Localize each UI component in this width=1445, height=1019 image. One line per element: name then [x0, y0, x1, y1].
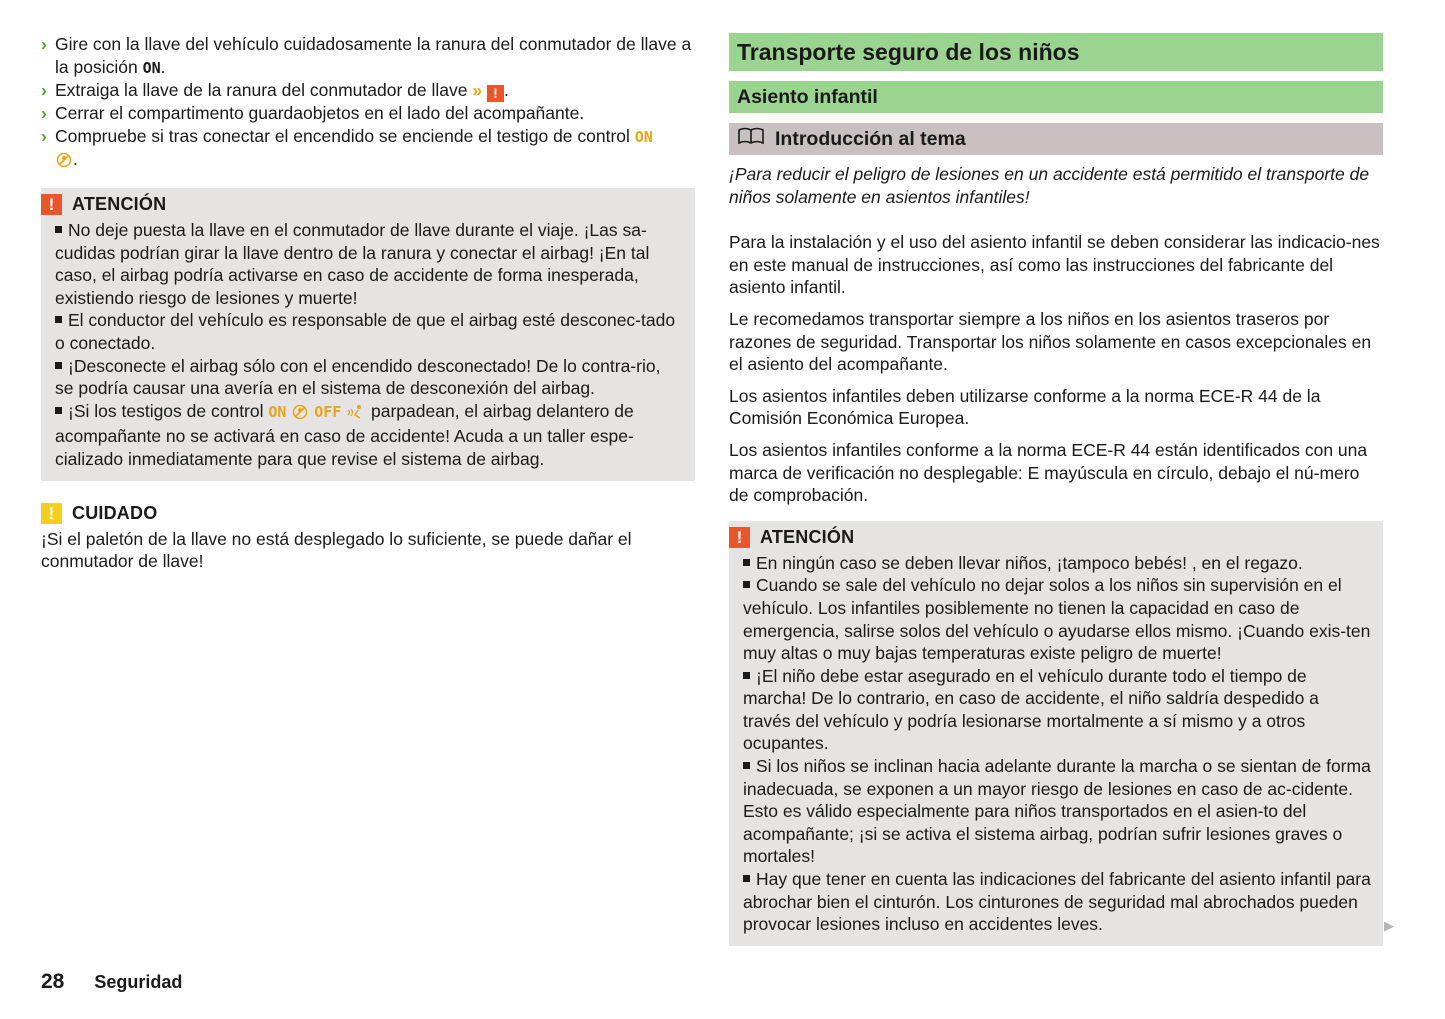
caution-icon: !	[41, 503, 62, 524]
body-paragraph: Para la instalación y el uso del asiento infantil se deben considerar las indicacio-nes en este manual de instrucciones, así como las instrucciones del fabricante del asiento infantil.	[729, 232, 1380, 298]
square-bullet-icon	[743, 875, 750, 882]
section-name: Seguridad	[94, 972, 183, 992]
left-column	[41, 33, 695, 573]
step-item: › Compruebe si tras conectar el encendido se enciende el testigo de control ON .	[41, 125, 695, 174]
subsection-heading: Introducción al tema	[729, 123, 1383, 155]
chevron-right-icon: ›	[41, 125, 47, 146]
square-bullet-icon	[55, 316, 62, 323]
warning-item: Si los niños se inclinan hacia adelante durante la marcha o se sientan de forma inadecuada, se exponen a un mayor riesgo de lesiones en caso de ac-cidente. Esto es válido especialmente para niños transportados en el asien-to del acompañante; ¡si se activa el sistema airbag, podrían sufrir lesiones graves o mortales!	[743, 756, 1371, 867]
page-number: 28	[41, 970, 65, 993]
indicator-on-label: ON	[634, 127, 653, 146]
indicator-on-label: ON	[268, 402, 287, 421]
chapter-heading: Transporte seguro de los niños	[729, 33, 1383, 71]
caution-title: CUIDADO	[72, 502, 158, 523]
warning-item: Hay que tener en cuenta las indicaciones del fabricante del asiento infantil para abrochar bien el cinturón. Los cinturones de seguridad mal abrochados pueden provocar lesiones incluso en accidentes leves.	[743, 869, 1371, 935]
chevron-right-icon: ›	[41, 34, 47, 54]
step-item: › Gire con la llave del vehículo cuidadosamente la ranura del conmutador de llave a la posición ON.	[41, 34, 692, 77]
step-item: › Cerrar el compartimento guardaobjetos en el lado del acompañante.	[41, 103, 585, 124]
warning-item: ¡Desconecte el airbag sólo con el encendido desconectado! De lo contra-rio, se podría causar una avería en el sistema de desconexión del airbag.	[55, 355, 661, 399]
warning-item: ¡El niño debe estar asegurado en el vehículo durante todo el tiempo de marcha! De lo contrario, en caso de accidente, el niño saldría despedido a través del vehículo y podría lesionarse mortalmente a sí mismo y a otros ocupantes.	[743, 665, 1319, 754]
square-bullet-icon	[743, 581, 750, 588]
square-bullet-icon	[743, 672, 750, 679]
body-paragraph: Le recomedamos transportar siempre a los niños en los asientos traseros por razones de seguridad. Transportar los niños solamente en casos excepcionales en el asiento del acompañante.	[729, 308, 1372, 375]
square-bullet-icon	[55, 407, 62, 414]
caution-header	[41, 503, 695, 524]
square-bullet-icon	[55, 226, 62, 233]
chevron-right-icon: ›	[41, 80, 47, 101]
body-paragraph: Los asientos infantiles deben utilizarse conforme a la norma ECE-R 44 de la Comisión Económica Europea.	[729, 385, 1321, 429]
warning-icon: !	[41, 194, 62, 215]
section-heading: Asiento infantil	[729, 81, 1383, 113]
caution-box	[41, 503, 695, 573]
chevron-right-icon: ›	[41, 103, 47, 124]
body-paragraph: Los asientos infantiles conforme a la norma ECE-R 44 están identificados con una marca de verificación no desplegable: E mayúscula en círculo, debajo el nú-mero de comprobación.	[729, 439, 1368, 506]
instruction-steps	[41, 33, 695, 174]
square-bullet-icon	[743, 762, 750, 769]
warning-header	[729, 527, 1371, 548]
right-column	[729, 33, 1383, 946]
passenger-airbag-icon	[346, 403, 366, 426]
caution-text: ¡Si el paletón de la llave no está desplegado lo suficiente, se puede dañar el conmutador de llave!	[41, 528, 632, 572]
step-item: › Extraiga la llave de la ranura del conmutador de llave » ! .	[41, 80, 509, 102]
warning-title: ATENCIÓN	[760, 526, 855, 547]
warning-box	[729, 521, 1383, 946]
warning-icon: !	[729, 527, 750, 548]
square-bullet-icon	[55, 362, 62, 369]
square-bullet-icon	[743, 559, 750, 566]
intro-text: ¡Para reducir el peligro de lesiones en un accidente está permitido el transporte de niños solamente en asientos infantiles!	[729, 164, 1370, 207]
airbag-off-icon	[291, 403, 309, 426]
warning-reference-icon[interactable]: !	[487, 85, 504, 102]
warning-title: ATENCIÓN	[72, 193, 167, 214]
open-book-icon	[737, 125, 765, 153]
warning-item: ¡Si los testigos de control ON OFF parpadean, el airbag delantero de acompañante no se activará en caso de accidente! Acuda a un taller espe-cializado inmediatamente para que revise el sistema de airbag.	[55, 400, 634, 469]
on-position-label: ON	[142, 58, 161, 77]
reference-arrow[interactable]: »	[472, 80, 483, 101]
indicator-off-label: OFF	[314, 402, 342, 421]
page-footer	[41, 970, 182, 994]
warning-item: El conductor del vehículo es responsable de que el airbag esté desconec-tado o conectado.	[55, 310, 676, 353]
warning-item: No deje puesta la llave en el conmutador de llave durante el viaje. ¡Las sa-cudidas podrían girar la llave dentro de la ranura y conectar el airbag! ¡En tal caso, el airbag podría activarse en caso de accidente de forma inesperada, existiendo riesgo de lesiones y muerte!	[55, 219, 650, 308]
warning-item: Cuando se sale del vehículo no dejar solos a los niños sin supervisión en el vehículo. Los infantiles posiblemente no tienen la capacidad en caso de emergencia, salirse solos del vehículo o ayudarse ellos mismo. ¡Cuando exis-ten muy altas o muy bajas temperaturas existe peligro de muerte!	[743, 575, 1371, 664]
warning-item: En ningún caso se deben llevar niños, ¡tampoco bebés! , en el regazo.	[743, 552, 1371, 575]
warning-box	[41, 188, 695, 481]
continue-arrow-icon: ▶	[1384, 918, 1394, 933]
warning-header	[41, 194, 683, 215]
airbag-off-icon	[55, 151, 73, 174]
